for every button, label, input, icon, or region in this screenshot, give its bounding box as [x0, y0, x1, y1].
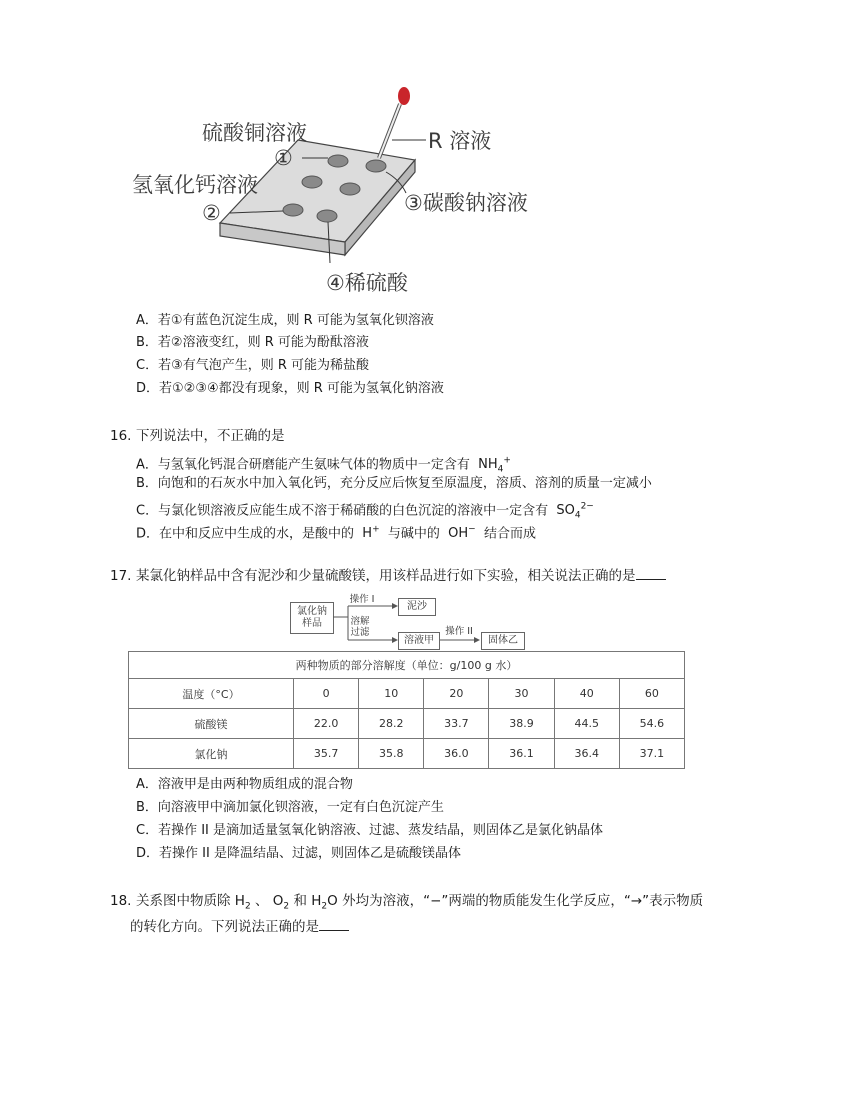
q16-oh-ion: OH−	[448, 525, 476, 542]
dropper-bulb	[398, 87, 410, 105]
solubility-table	[128, 651, 685, 769]
table-cell: 38.9	[489, 709, 554, 739]
label-h2so4: ④稀硫酸	[326, 271, 408, 295]
q16-option-c-text: C．与氯化钡溶液反应能生成不溶于稀硝酸的白色沉淀的溶液中一定含有	[136, 503, 549, 519]
q16-option-a-formula: $NH_4^+$	[478, 456, 511, 475]
q16-number: 16.	[110, 428, 132, 444]
well-2	[283, 204, 303, 216]
well-center-left	[302, 176, 322, 188]
flow-sample-box: 氯化钠 样品	[290, 602, 334, 634]
label-na2co3: ③碳酸钠溶液	[404, 191, 528, 215]
q17-number: 17.	[110, 568, 132, 584]
flow-sand-box: 泥沙	[398, 598, 436, 616]
table-cell: 28.2	[359, 709, 424, 739]
q17-answer-blank	[636, 567, 666, 580]
table-cell: 硫酸镁	[129, 709, 294, 739]
q15-option-a: A．若①有蓝色沉淀生成，则 R 可能为氢氧化钡溶液	[136, 313, 434, 328]
table-caption: 两种物质的部分溶解度（单位：g/100 g 水）	[129, 652, 685, 679]
q16-h-ion: H+	[362, 525, 380, 542]
table-header-cell: 60	[619, 679, 684, 709]
table-cell: 44.5	[554, 709, 619, 739]
well-r	[366, 160, 386, 172]
table-cell: 54.6	[619, 709, 684, 739]
table-row	[129, 739, 685, 769]
q17-stem	[110, 567, 666, 585]
table-header-cell: 0	[294, 679, 359, 709]
q18-o2: $O_2$	[272, 893, 290, 912]
q18-h2: $H_2$	[234, 893, 251, 912]
table-cell: 37.1	[619, 739, 684, 769]
q17-option-c: C．若操作 II 是滴加适量氢氧化钠溶液、过滤、蒸发结晶，则固体乙是氯化钠晶体	[136, 823, 604, 838]
flow-solution-a-box: 溶液甲	[398, 632, 440, 650]
label-mark-1: ①	[274, 146, 293, 170]
q18-stem-line2: 的转化方向。下列说法正确的是	[130, 918, 349, 936]
q16-option-d: D．在中和反应中生成的水，是酸中的 H+ 与碱中的 OH− 结合而成	[136, 525, 536, 542]
q18-h2o: $H_2O$	[311, 893, 338, 912]
q18-stem-line1: 18. 关系图中物质除 $H_2$ 、 $O_2$ 和 $H_2O$ 外均为溶液，“−”两端的物质能发生化学反应，“→”表示物质	[110, 893, 704, 912]
table-header-cell: 20	[424, 679, 489, 709]
q18-number: 18.	[110, 893, 132, 909]
table-cell: 36.1	[489, 739, 554, 769]
q17-stem-text: 某氯化钠样品中含有泥沙和少量硫酸镁，用该样品进行如下实验，相关说法正确的是	[136, 568, 636, 584]
table-cell: 35.8	[359, 739, 424, 769]
flow-op1-sub: 溶解 过滤	[350, 616, 370, 638]
flow-op1-label: 操作 I	[349, 594, 375, 605]
table-header-cell: 温度（°C）	[129, 679, 294, 709]
label-mark-2: ②	[202, 201, 221, 225]
table-cell: 氯化钠	[129, 739, 294, 769]
q16-stem-text: 下列说法中，不正确的是	[136, 428, 285, 444]
dropper-glass	[379, 104, 400, 158]
q16-option-a-text: A．与氢氧化钙混合研磨能产生氨味气体的物质中一定含有	[136, 457, 470, 473]
table-cell: 36.4	[554, 739, 619, 769]
q17-option-b: B．向溶液甲中滴加氯化钡溶液，一定有白色沉淀产生	[136, 800, 444, 815]
label-r-solution: R 溶液	[428, 129, 492, 153]
table-cell: 36.0	[424, 739, 489, 769]
q17-flow-diagram	[288, 594, 538, 650]
q17-option-d: D．若操作 II 是降温结晶、过滤，则固体乙是硫酸镁晶体	[136, 846, 461, 861]
table-header-row	[129, 679, 685, 709]
spot-plate-figure	[130, 80, 550, 300]
well-4	[317, 210, 337, 222]
q15-option-d: D．若①②③④都没有现象，则 R 可能为氢氧化钠溶液	[136, 381, 444, 396]
q18-answer-blank	[319, 918, 349, 931]
well-1	[328, 155, 348, 167]
label-caoh2: 氢氧化钙溶液	[132, 173, 258, 197]
spot-plate-diagram	[130, 80, 550, 300]
q17-option-a: A．溶液甲是由两种物质组成的混合物	[136, 777, 353, 792]
flow-solid-b-box: 固体乙	[481, 632, 525, 650]
q15-option-c: C．若③有气泡产生，则 R 可能为稀盐酸	[136, 358, 370, 373]
table-cell: 35.7	[294, 739, 359, 769]
table-header-cell: 40	[554, 679, 619, 709]
q16-stem	[110, 427, 285, 445]
table-header-cell: 10	[359, 679, 424, 709]
well-center-right	[340, 183, 360, 195]
q16-option-c-formula: $SO_4^{2-}$	[556, 502, 594, 521]
table-row	[129, 709, 685, 739]
q15-option-b: B．若②溶液变红，则 R 可能为酚酞溶液	[136, 335, 369, 350]
table-cell: 22.0	[294, 709, 359, 739]
table-header-cell: 30	[489, 679, 554, 709]
label-cuso4: 硫酸铜溶液	[202, 121, 307, 145]
flow-op2-label: 操作 II	[445, 626, 473, 637]
table-caption-row	[129, 652, 685, 679]
q16-option-b: B．向饱和的石灰水中加入氧化钙，充分反应后恢复至原温度，溶质、溶剂的质量一定减小	[136, 476, 652, 491]
table-cell: 33.7	[424, 709, 489, 739]
